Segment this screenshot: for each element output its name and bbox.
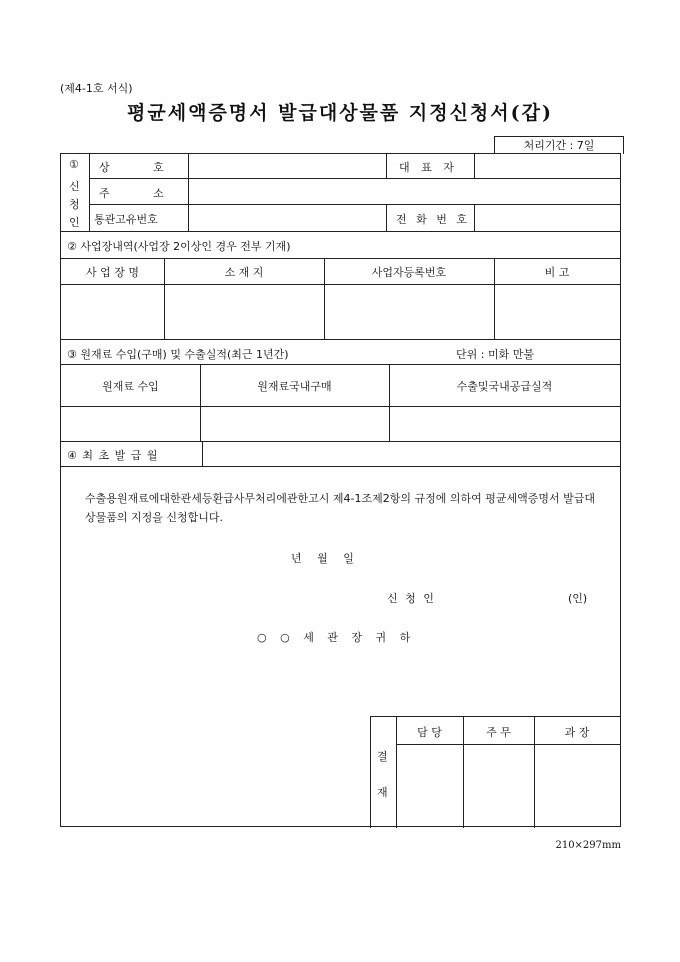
applicant-number: ① (69, 158, 79, 171)
business-number-field[interactable] (326, 287, 492, 337)
customs-code-label: 통관고유번호 (94, 213, 158, 226)
customs-code-field[interactable] (191, 207, 383, 228)
address-label: 주 소 (99, 187, 164, 200)
form-title: 평균세액증명서 발급대상물품 지정신청서(갑) (127, 102, 553, 124)
approval-col-staff: 담 당 (417, 726, 442, 739)
approval-col-chief: 과 장 (564, 726, 590, 739)
phone-field[interactable] (477, 207, 617, 228)
paper-size: 210×297mm (555, 840, 621, 851)
section4-heading: ④ 최 초 발 급 월 (67, 449, 159, 462)
col-export-record: 수출및국내공급실적 (456, 380, 553, 393)
form-frame (60, 153, 621, 827)
applicant-vertical-1: 신 (69, 180, 80, 193)
approval-label-1: 결 (377, 750, 388, 763)
col-location: 소 재 지 (224, 266, 264, 279)
location-field[interactable] (166, 287, 322, 337)
export-record-field[interactable] (391, 409, 618, 439)
form-number: (제4-1호 서식) (60, 82, 133, 95)
address-field[interactable] (191, 181, 617, 202)
domestic-purchase-field[interactable] (202, 409, 387, 439)
site-name-field[interactable] (63, 287, 162, 337)
section3-unit: 단위 : 미화 만불 (456, 348, 534, 361)
col-raw-import: 원재료 수입 (102, 380, 159, 393)
section2-heading: ② 사업장내역(사업장 2이상인 경우 전부 기재) (67, 240, 291, 253)
approval-label-2: 재 (377, 786, 388, 799)
first-issue-month-field[interactable] (205, 443, 617, 464)
remarks-field[interactable] (496, 287, 618, 337)
applicant-vertical-3: 인 (69, 216, 80, 229)
col-business-number: 사업자등록번호 (371, 266, 447, 279)
phone-label: 전 화 번 호 (396, 213, 470, 226)
representative-field[interactable] (477, 156, 617, 176)
raw-import-field[interactable] (63, 409, 198, 439)
seal-label: (인) (568, 592, 588, 605)
date-label: 년 월 일 (291, 552, 354, 565)
col-site-name: 사 업 장 명 (86, 266, 139, 279)
application-statement: 수출용원재료에대한관세등환급사무처리에관한고시 제4-1조제2항의 규정에 의하여 평균세액증명서 발급대상물품의 지정을 신청합니다. (85, 492, 595, 524)
approval-col-manager: 주 무 (486, 726, 511, 739)
trade-name-label: 상 호 (99, 161, 164, 174)
trade-name-field[interactable] (191, 156, 383, 176)
applicant-vertical-2: 청 (69, 198, 80, 211)
addressee: ○ ○ 세 관 장 귀 하 (257, 631, 413, 644)
signer-label: 신 청 인 (387, 592, 436, 605)
representative-label: 대 표 자 (399, 161, 458, 174)
processing-period: 처리기간 : 7일 (494, 136, 624, 154)
section3-heading: ③ 원재료 수입(구매) 및 수출실적(최근 1년간) (67, 348, 289, 361)
col-remarks: 비 고 (544, 266, 570, 279)
col-domestic-purchase: 원재료국내구매 (257, 380, 332, 393)
